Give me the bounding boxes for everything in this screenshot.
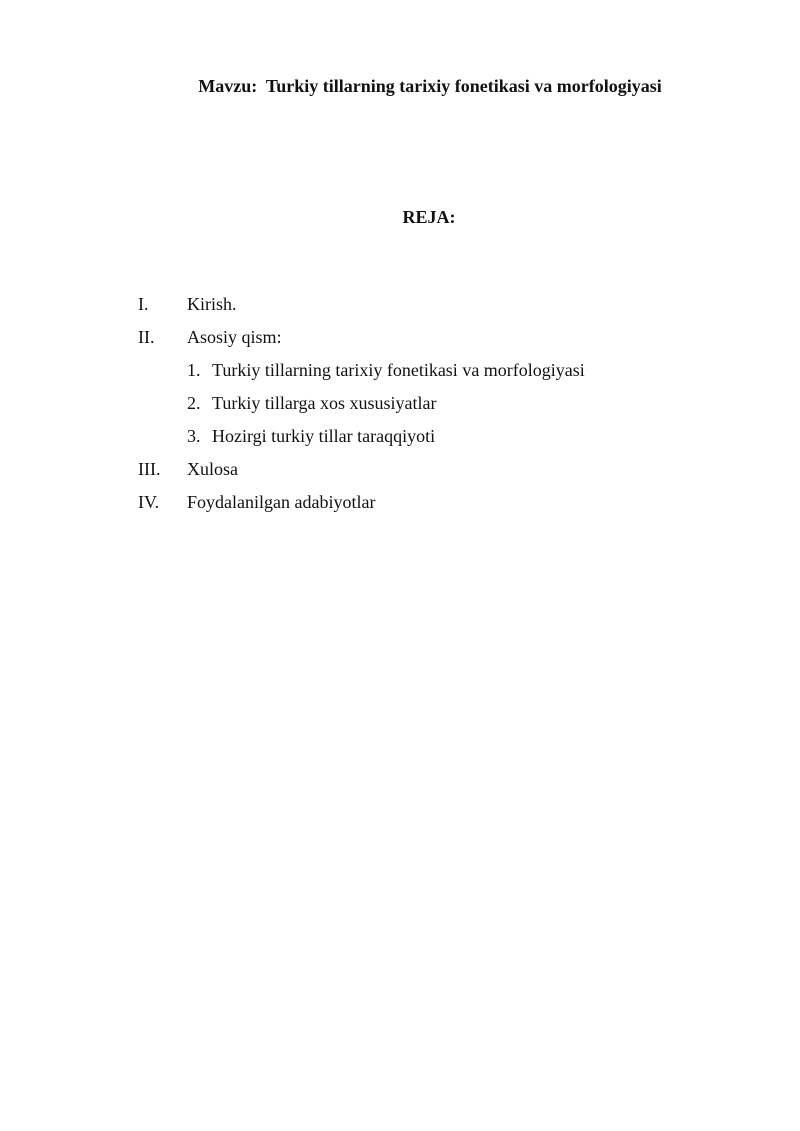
outline-subitem-1 (138, 358, 698, 391)
outline-text: Asosiy qism: (187, 327, 282, 347)
outline-text: Xulosa (187, 459, 238, 479)
outline-subnumber: 2. (187, 393, 201, 413)
outline-text: Kirish. (187, 294, 237, 314)
outline-subnumber: 3. (187, 426, 201, 446)
outline-subnumber: 1. (187, 360, 201, 380)
outline-item-conclusion (138, 457, 698, 490)
page-title: Mavzu: Turkiy tillarning tarixiy fonetikasi va morfologiyasi (198, 76, 662, 96)
outline-item-main-part (138, 325, 698, 358)
outline-text: Foydalanilgan adabiyotlar (187, 492, 376, 512)
outline-subitem-2 (138, 391, 698, 424)
outline-number: I. (138, 294, 149, 314)
outline-number: III. (138, 459, 161, 479)
outline-item-introduction (138, 292, 698, 325)
outline-subtext: Hozirgi turkiy tillar taraqqiyoti (212, 426, 436, 446)
outline-item-references (138, 490, 698, 523)
plan-heading: REJA: (402, 207, 456, 227)
outline-number: II. (138, 327, 155, 347)
outline-subtext: Turkiy tillarning tarixiy fonetikasi va morfologiyasi (212, 360, 585, 380)
outline-subitem-3 (138, 424, 698, 457)
outline-number: IV. (138, 492, 160, 512)
plan-outline (138, 292, 698, 523)
outline-subtext: Turkiy tillarga xos xususiyatlar (212, 393, 437, 413)
